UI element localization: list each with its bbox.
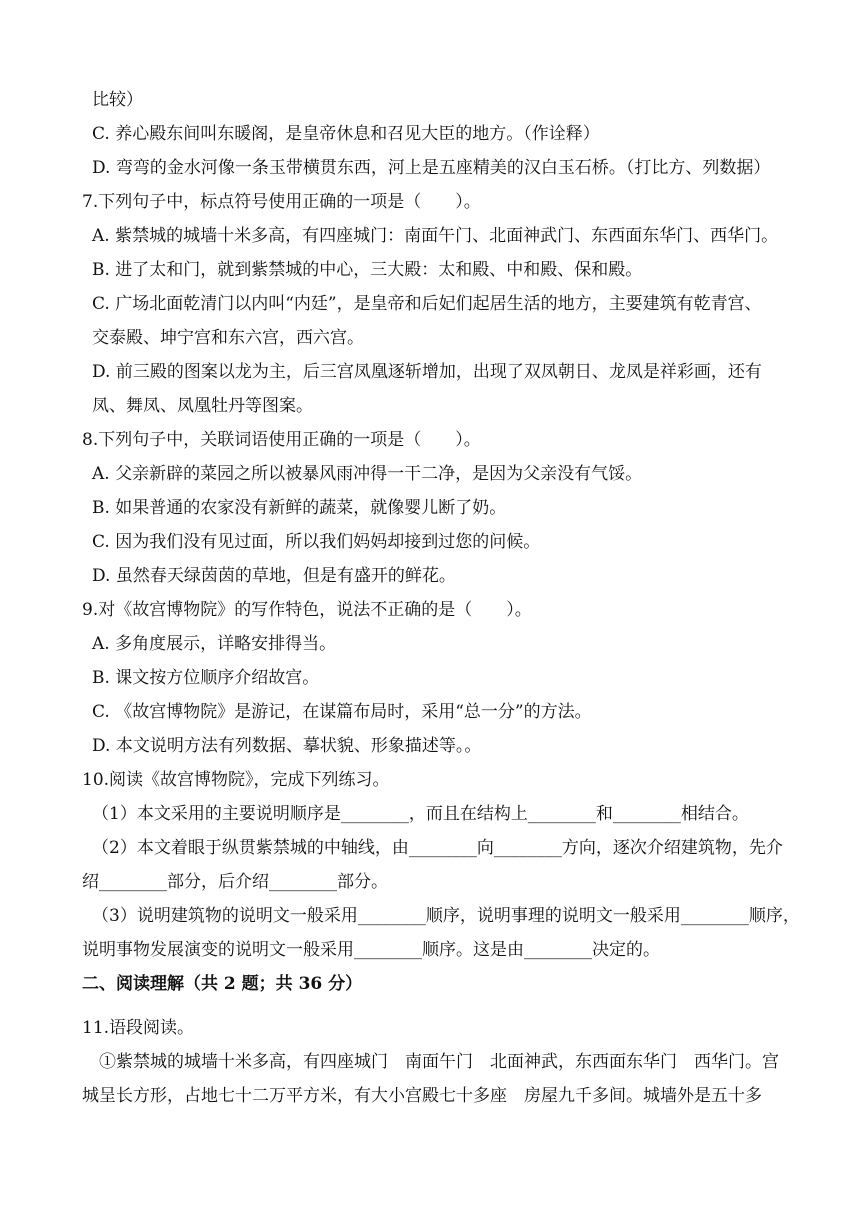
section-heading-reading: 二、阅读理解（共 2 题；共 36 分） <box>82 974 363 994</box>
option-7b: B. 进了太和门，就到紫禁城的中心，三大殿：太和殿、中和殿、保和殿。 <box>92 260 643 280</box>
option-7a: A. 紫禁城的城墙十米多高，有四座城门：南面午门、北面神武门、东西面东华门、西华门。 <box>92 226 779 246</box>
question-10-part2: （2）本文着眼于纵贯紫禁城的中轴线，由________向________方向，逐次介绍建筑物，先介 <box>92 838 783 858</box>
option-8a: A. 父亲新辟的菜园之所以被暴风雨冲得一干二净，是因为父亲没有气馁。 <box>92 464 643 484</box>
option-9c: C. 《故宫博物院》是游记，在谋篇布局时，采用“总一分”的方法。 <box>92 702 592 722</box>
passage-paragraph-1-cont: 城呈长方形，占地七十二万平方米，有大小宫殿七十多座 房屋九千多间。城墙外是五十多 <box>82 1086 762 1106</box>
option-6c: C. 养心殿东间叫东暖阁，是皇帝休息和召见大臣的地方。（作诠释） <box>92 124 600 144</box>
option-7d-cont: 凤、舞凤、凤凰牡丹等图案。 <box>92 396 313 416</box>
text-line-continuation: 比较） <box>92 90 143 110</box>
option-9d: D. 本文说明方法有列数据、摹状貌、形象描述等。。 <box>92 736 482 756</box>
question-10-part3: （3）说明建筑物的说明文一般采用________顺序，说明事理的说明文一般采用________顺序， <box>92 906 800 926</box>
question-8: 8.下列句子中，关联词语使用正确的一项是（ ）。 <box>82 430 481 450</box>
question-11: 11.语段阅读。 <box>82 1018 195 1038</box>
question-10-part3-cont: 说明事物发展演变的说明文一般采用________顺序。这是由________决定的。 <box>82 940 660 960</box>
option-7c: C. 广场北面乾清门以内叫“内廷”，是皇帝和后妃们起居生活的地方，主要建筑有乾青宫、 <box>92 294 762 314</box>
question-9: 9.对《故宫博物院》的写作特色，说法不正确的是（ ）。 <box>82 600 532 620</box>
option-7c-cont: 交泰殿、坤宁宫和东六宫，西六宫。 <box>92 328 364 348</box>
question-10-part1: （1）本文采用的主要说明顺序是________，而且在结构上________和________相结合。 <box>92 804 749 824</box>
option-9a: A. 多角度展示，详略安排得当。 <box>92 634 337 654</box>
question-7: 7.下列句子中，标点符号使用正确的一项是（ ）。 <box>82 192 481 212</box>
passage-paragraph-1: ①紫禁城的城墙十米多高，有四座城门 南面午门 北面神武，东西面东华门 西华门。宫 <box>82 1052 779 1072</box>
option-8c: C. 因为我们没有见过面，所以我们妈妈却接到过您的问候。 <box>92 532 541 552</box>
question-10: 10.阅读《故宫博物院》，完成下列练习。 <box>82 770 390 790</box>
option-8b: B. 如果普通的农家没有新鲜的蔬菜，就像婴儿断了奶。 <box>92 498 507 518</box>
option-8d: D. 虽然春天绿茵茵的草地，但是有盛开的鲜花。 <box>92 566 456 586</box>
option-6d: D. 弯弯的金水河像一条玉带横贯东西，河上是五座精美的汉白玉石桥。（打比方、列数据） <box>92 158 771 178</box>
option-7d: D. 前三殿的图案以龙为主，后三宫凤凰逐斩增加，出现了双凤朝日、龙凤是祥彩画，还有 <box>92 362 762 382</box>
question-10-part2-cont: 绍________部分，后介绍________部分。 <box>82 872 388 892</box>
option-9b: B. 课文按方位顺序介绍故宫。 <box>92 668 320 688</box>
